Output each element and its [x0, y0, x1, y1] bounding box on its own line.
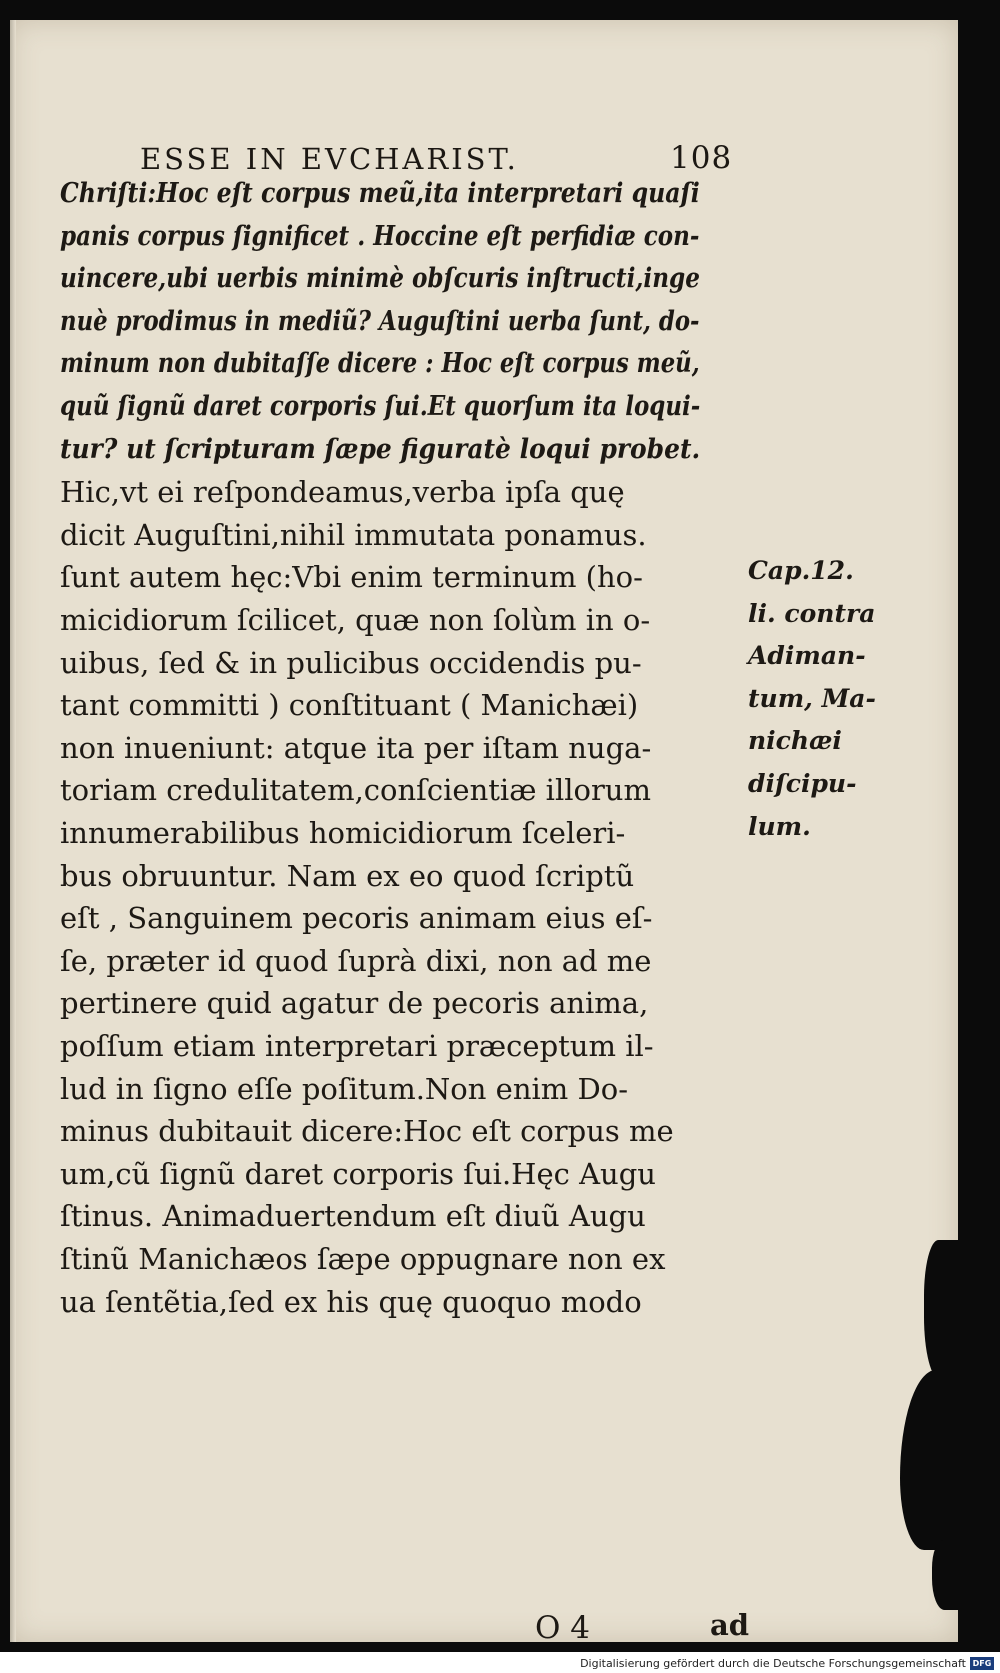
text-line: pertinere quid agatur de pecoris anima, — [60, 986, 649, 1021]
text-line: tur? ut ſcripturam ſæpe figuratè loqui probet. — [60, 433, 701, 465]
text-line: toriam credulitatem,conſcientiæ illorum — [60, 773, 651, 808]
margin-note-line: Adiman- — [748, 641, 866, 671]
page-damage — [900, 1370, 960, 1550]
text-line: poſſum etiam interpretari præceptum il- — [60, 1029, 654, 1063]
page-damage — [932, 1540, 960, 1610]
text-line: minum non dubitaſſe dicere : Hoc eſt corpus meũ, — [60, 348, 700, 380]
book-page — [10, 20, 958, 1646]
text-line: ſunt autem hęc:Vbi enim terminum (ho- — [60, 560, 643, 595]
text-line: ſe, præter id quod ſuprà dixi, non ad me — [60, 943, 652, 978]
text-line: nuè prodimus in mediũ? Auguſtini uerba ſunt, do- — [60, 305, 700, 337]
text-line: eſt , Sanguinem pecoris animam eius eſ- — [60, 901, 653, 936]
margin-note-line: lum. — [748, 811, 811, 841]
text-line: minus dubitauit dicere:Hoc eſt corpus me — [60, 1114, 674, 1149]
margin-note-line: diſcipu- — [748, 769, 857, 798]
text-line: Hic,vt ei reſpondeamus,verba ipſa quę — [60, 475, 625, 510]
text-line: ſtinũ Manichæos ſæpe oppugnare non ex — [60, 1242, 666, 1276]
text-line: panis corpus ſignificet . Hoccine eſt perfidiæ con- — [60, 220, 700, 252]
text-line: uibus, ſed & in pulicibus occidendis pu- — [60, 645, 642, 680]
text-line: dicit Auguſtini,nihil immutata ponamus. — [60, 517, 647, 552]
text-line: lud in ſigno eſſe poſitum.Non enim Do- — [60, 1071, 628, 1106]
catchword: ad — [710, 1608, 750, 1642]
signature-mark: O 4 — [535, 1610, 590, 1646]
running-title: ESSE IN EVCHARIST. — [140, 142, 519, 176]
text-line: uincere,ubi uerbis minimè obſcuris inſtructi,inge — [60, 263, 700, 295]
text-line: micidiorum ſcilicet, quæ non ſolùm in o- — [60, 603, 651, 637]
text-line: Chriſti:Hoc eſt corpus meũ,ita interpretari quaſi — [60, 178, 700, 209]
text-line: non inueniunt: atque ita per iſtam nuga- — [60, 730, 652, 765]
margin-note-line: Cap.12. — [748, 556, 854, 585]
text-line: ſtinus. Animaduertendum eſt diuũ Augu — [60, 1199, 646, 1234]
text-line: um,cũ ſignũ daret corporis ſui.Hęc Augu — [60, 1156, 656, 1191]
text-line: tant committi ) conſtituant ( Manichæi) — [60, 688, 639, 723]
margin-note-line: nichæi — [748, 726, 842, 756]
digitization-credit: Digitalisierung gefördert durch die Deutsche Forschungsgemeinschaft — [580, 1657, 966, 1670]
page-damage — [924, 1240, 960, 1380]
text-line: ua ſentẽtia,ſed ex his quę quoquo modo — [60, 1284, 642, 1319]
text-line: quũ ſignũ daret corporis ſui.Et quorſum ita loqui- — [60, 391, 701, 422]
page-number: 108 — [670, 140, 733, 176]
margin-note-line: tum, Ma- — [748, 683, 876, 713]
footer — [0, 1655, 1000, 1673]
text-line: bus obruuntur. Nam ex eo quod ſcriptũ — [60, 858, 635, 893]
text-line: innumerabilibus homicidiorum ſceleri- — [60, 816, 626, 850]
dfg-logo: DFG — [970, 1657, 994, 1670]
margin-note-line: li. contra — [748, 598, 876, 628]
